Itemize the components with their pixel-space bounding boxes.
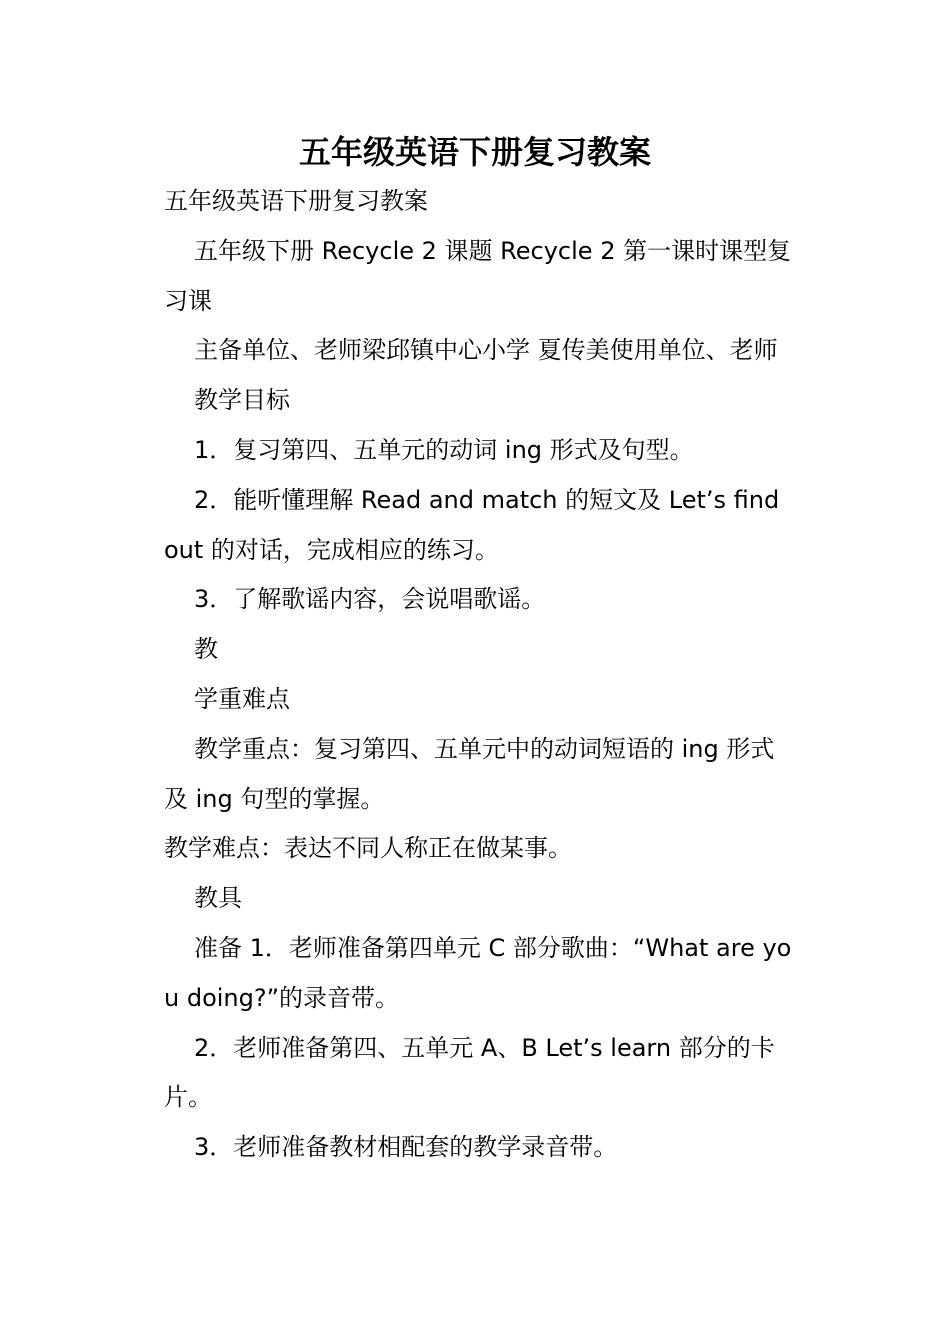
paragraph-objective-2: 2．能听懂理解 Read and match 的短文及 Let’s find out 的对话，完成相应的练习。 <box>164 485 780 564</box>
paragraph-material-2: 2．老师准备第四、五单元 A、B Let’s learn 部分的卡片。 <box>164 1033 775 1112</box>
document-body <box>164 177 794 1173</box>
paragraph-teacher-info: 主备单位、老师梁邱镇中心小学 夏传美使用单位、老师 <box>194 336 778 365</box>
paragraph-objectives-heading: 教学目标 <box>194 386 290 415</box>
paragraph-jiao: 教 <box>194 635 218 664</box>
paragraph-objective-1: 1．复习第四、五单元的动词 ing 形式及句型。 <box>194 435 694 464</box>
paragraph-heading-repeat: 五年级英语下册复习教案 <box>164 187 428 215</box>
paragraph-difficult-point: 教学难点：表达不同人称正在做某事。 <box>164 834 572 863</box>
document-title: 五年级英语下册复习教案 <box>298 133 651 171</box>
paragraph-material-3: 3．老师准备教材相配套的教学录音带。 <box>194 1133 618 1162</box>
paragraph-materials-heading: 教具 <box>194 884 242 913</box>
paragraph-material-1: 准备 1．老师准备第四单元 C 部分歌曲：“What are you doing?”的录音带。 <box>164 933 792 1012</box>
paragraph-course-info: 五年级下册 Recycle 2 课题 Recycle 2 第一课时课型复习课 <box>164 236 792 315</box>
paragraph-key-points-heading: 学重难点 <box>194 684 290 713</box>
paragraph-key-point: 教学重点：复习第四、五单元中的动词短语的 ing 形式及 ing 句型的掌握。 <box>164 734 775 813</box>
paragraph-objective-3: 3．了解歌谣内容，会说唱歌谣。 <box>194 585 546 614</box>
